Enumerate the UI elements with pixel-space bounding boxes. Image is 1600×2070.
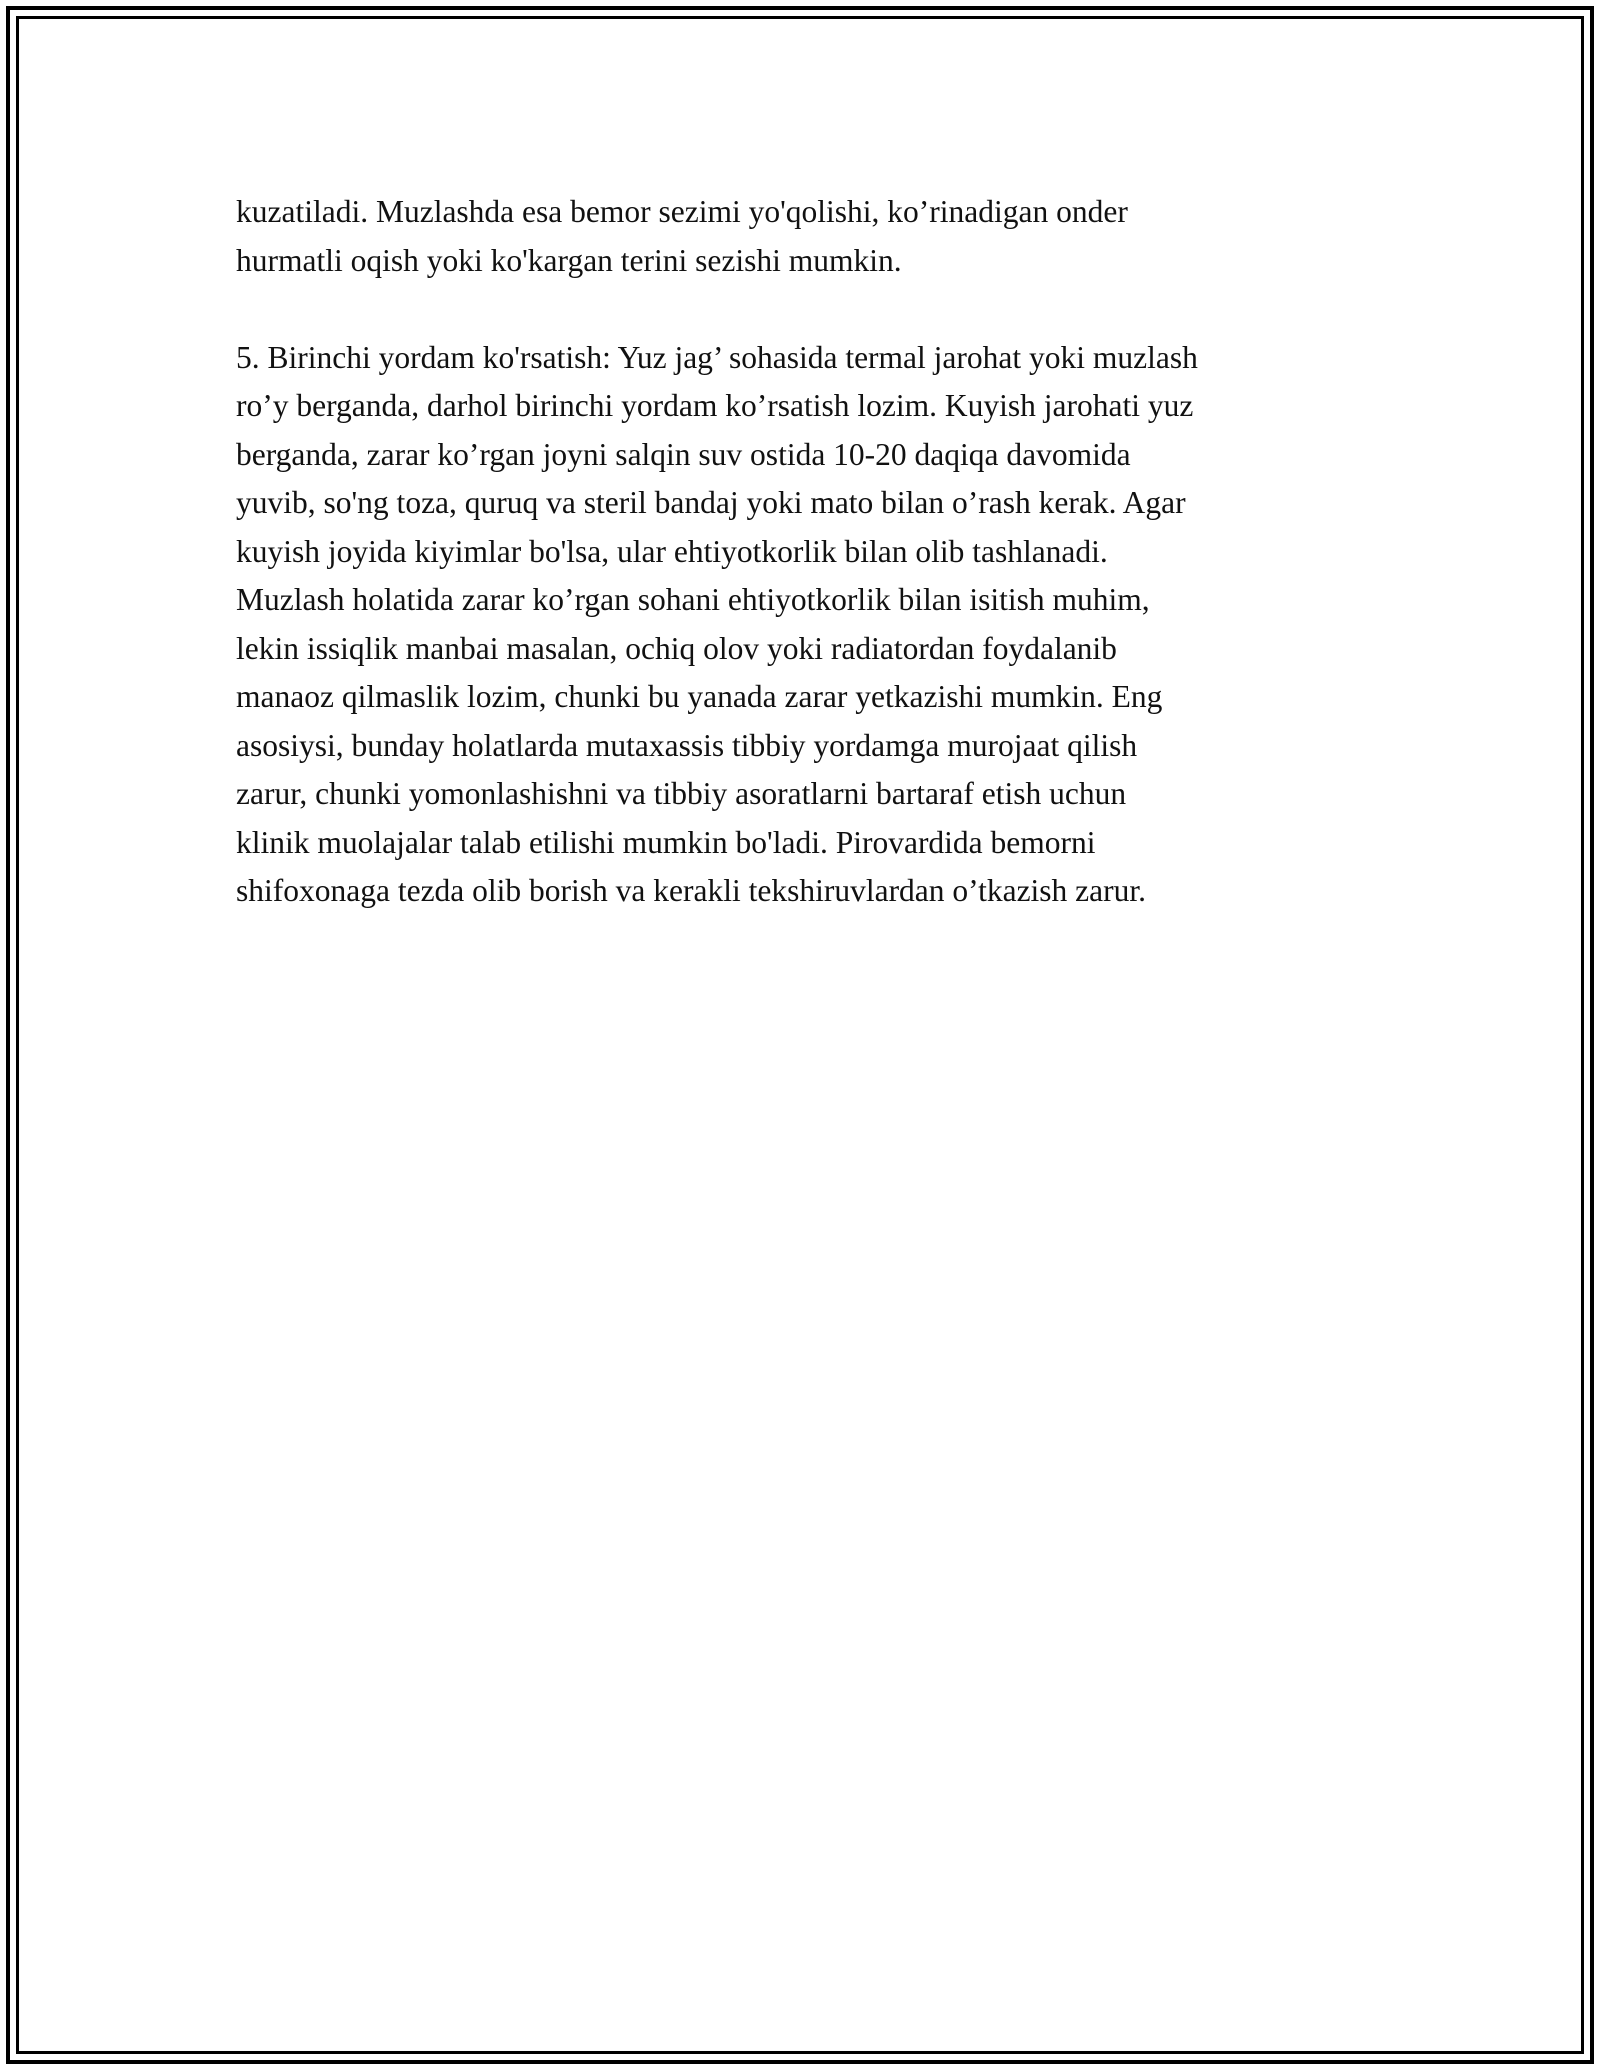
text-line: 5. Birinchi yordam ko'rsatish: Yuz jag’ sohasida termal jarohat yoki muzlash (236, 339, 1198, 375)
text-line: shifoxonaga tezda olib borish va kerakli tekshiruvlardan o’tkazish zarur. (236, 873, 1147, 908)
text-line: kuyish joyida kiyimlar bo'lsa, ular ehtiyotkorlik bilan olib tashlanadi. (236, 533, 1108, 569)
text-line: asosiysi, bunday holatlarda mutaxassis tibbiy yordamga murojaat qilish (236, 727, 1138, 763)
text-line: klinik muolajalar talab etilishi mumkin bo'ladi. Pirovardida bemorni (236, 824, 1096, 860)
paragraph-first-aid (236, 334, 1386, 916)
text-line: berganda, zarar ko’rgan joyni salqin suv ostida 10-20 daqiqa davomida (236, 436, 1131, 472)
text-line: hurmatli oqish yoki ko'kargan terini sezishi mumkin. (236, 242, 902, 278)
text-line: ro’y berganda, darhol birinchi yordam ko’rsatish lozim. Kuyish jarohati yuz (236, 388, 1194, 423)
text-line: manaoz qilmaslik lozim, chunki bu yanada zarar yetkazishi mumkin. Eng (236, 679, 1163, 714)
text-line: kuzatiladi. Muzlashda esa bemor sezimi yo'qolishi, ko’rinadigan onder (236, 194, 1128, 229)
text-line: Muzlash holatida zarar ko’rgan sohani ehtiyotkorlik bilan isitish muhim, (236, 582, 1150, 617)
document-body (236, 188, 1386, 916)
text-line: zarur, chunki yomonlashishni va tibbiy asoratlarni bartaraf etish uchun (236, 776, 1127, 811)
paragraph-spacer (236, 285, 1386, 334)
text-line: lekin issiqlik manbai masalan, ochiq olov yoki radiatordan foydalanib (236, 630, 1117, 666)
paragraph-continuation (236, 188, 1386, 285)
text-line: yuvib, so'ng toza, quruq va steril bandaj yoki mato bilan o’rash kerak. Agar (236, 485, 1186, 520)
